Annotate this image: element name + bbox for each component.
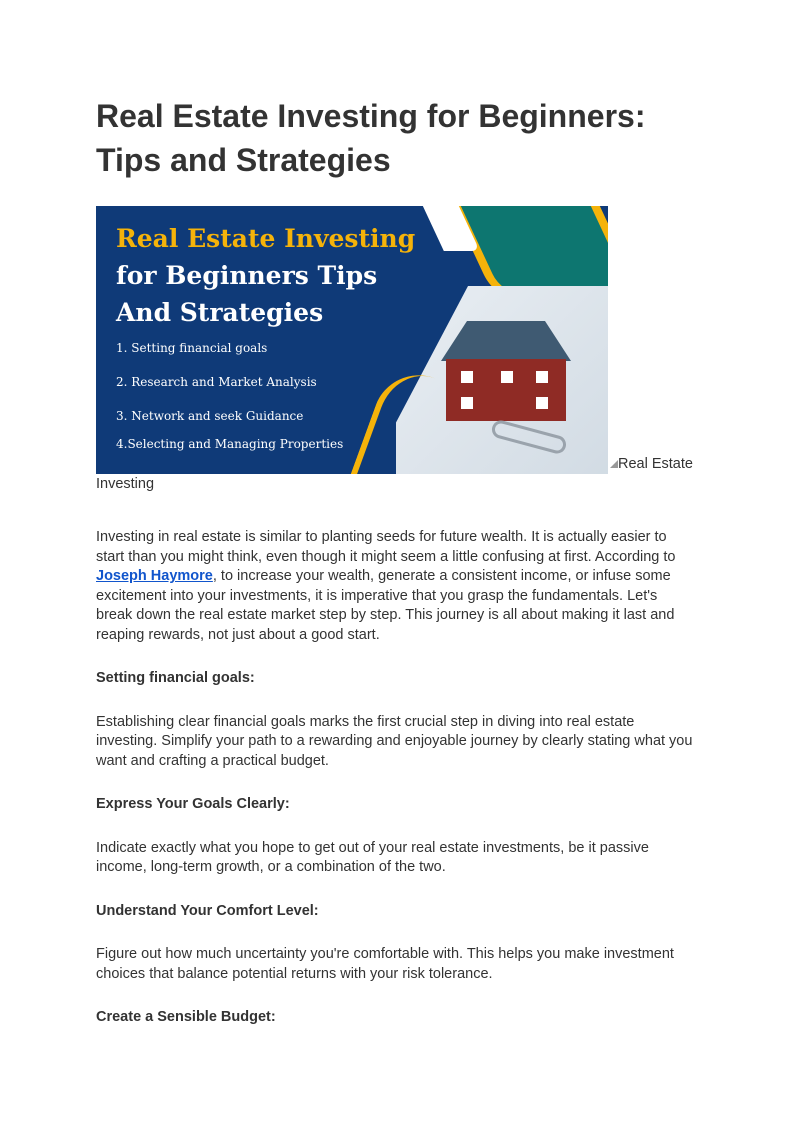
house-model-icon xyxy=(431,321,581,426)
banner-title xyxy=(116,220,415,331)
title-line-2: Tips and Strategies xyxy=(96,142,391,178)
intro-text-end: , to increase your wealth, generate a consistent income, or infuse some excitement into your investments, it is imperative that you grasp the fundamentals. Let's break down the real estate market step by step. This journey is all about making it last and reaping rewards, not just about a good start. xyxy=(96,568,675,643)
banner-image xyxy=(96,206,608,474)
image-alt-text: Real Estate Investing xyxy=(96,456,693,492)
section-heading: Express Your Goals Clearly: xyxy=(96,796,290,812)
title-line-1: Real Estate Investing for Beginners: xyxy=(96,98,646,134)
section-heading: Setting financial goals: xyxy=(96,670,255,686)
section-body: Indicate exactly what you hope to get out of your real estate investments, be it passive income, long-term growth, or a combination of the two. xyxy=(96,839,649,875)
page-title xyxy=(96,94,696,182)
section-heading: Understand Your Comfort Level: xyxy=(96,902,319,919)
banner-list-item: 4.Selecting and Managing Properties xyxy=(116,437,344,451)
banner-list xyxy=(116,338,343,468)
intro-paragraph xyxy=(96,528,696,645)
banner-list-item: 2. Research and Market Analysis xyxy=(116,375,317,389)
article xyxy=(96,94,696,1052)
banner-list-item: 1. Setting financial goals xyxy=(116,341,268,355)
section-body: Figure out how much uncertainty you're comfortable with. This helps you make investment choices that balance potential returns with your risk tolerance. xyxy=(96,946,674,982)
author-link[interactable]: Joseph Haymore xyxy=(96,568,213,584)
article-figure xyxy=(96,206,696,494)
banner-heading-1: Real Estate Investing xyxy=(116,224,416,253)
section-body: Establishing clear financial goals marks the first crucial step in diving into real estate investing. Simplify your path to a rewarding and enjoyable journey by clearly stating what you want and crafting a practical budget. xyxy=(96,713,693,769)
banner-heading-2: for Beginners Tips xyxy=(116,261,378,290)
banner-list-item: 3. Network and seek Guidance xyxy=(116,409,304,423)
broken-image-icon xyxy=(610,460,618,468)
banner-heading-3: And Strategies xyxy=(116,298,324,327)
intro-text-start: Investing in real estate is similar to planting seeds for future wealth. It is actually easier to start than you might think, even though it might seem a little confusing at first. According to xyxy=(96,529,676,565)
section-heading: Create a Sensible Budget: xyxy=(96,1009,276,1025)
